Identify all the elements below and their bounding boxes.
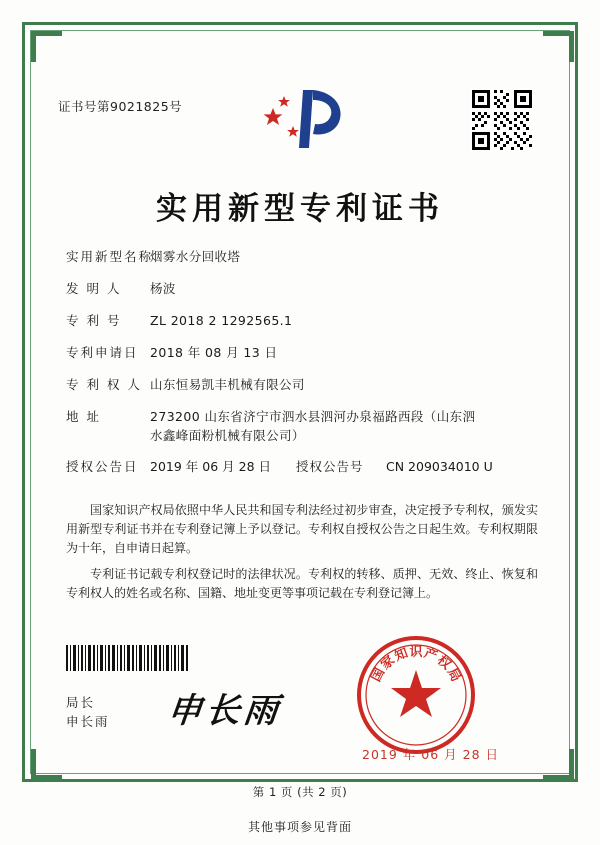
handwritten-signature: 申长雨: [165, 691, 284, 731]
field-row-grant-info: [66, 458, 536, 475]
footer-note: 其他事项参见背面: [247, 820, 352, 834]
label-utility-model-name: 实用新型名称: [66, 249, 154, 264]
certificate-number: 证书号第9021825号: [58, 99, 183, 114]
field-row-patent-number: [66, 312, 536, 329]
field-list: [66, 248, 536, 490]
page-title: 实用新型专利证书: [156, 191, 444, 227]
value-grant-date: 2019 年 06 月 28 日: [150, 459, 271, 474]
value-address-line1: 273200 山东省济宁市泗水县泗河办泉福路西段（山东泗: [150, 409, 476, 424]
field-row-address: [66, 408, 536, 425]
value-application-date: 2018 年 08 月 13 日: [150, 345, 278, 360]
label-grant-number: 授权公告号: [296, 459, 364, 474]
barcode-icon: [66, 645, 188, 671]
label-address: 地 址: [66, 409, 101, 424]
svg-text:国: 国: [368, 665, 389, 685]
value-grant-number: CN 209034010 U: [386, 459, 493, 474]
label-grant-date: 授权公告日: [66, 459, 139, 474]
svg-text:识: 识: [409, 645, 423, 660]
field-row-utility-model-name: [66, 248, 536, 265]
label-application-date: 专利申请日: [66, 345, 139, 360]
signatory-title-line1: 局长: [66, 695, 96, 710]
svg-text:知: 知: [392, 645, 411, 665]
value-address-line2: 水鑫峰面粉机械有限公司）: [150, 428, 305, 443]
legal-body-text: [66, 501, 538, 610]
signatory-title: [66, 693, 110, 731]
corner-ornament-bottom-left: [31, 749, 62, 780]
corner-ornament-bottom-right: [543, 749, 574, 780]
corner-ornament-top-left: [31, 31, 62, 62]
svg-text:产: 产: [421, 645, 440, 665]
value-inventor: 杨波: [150, 281, 176, 296]
seal-date: 2019 年 06 月 28 日: [362, 747, 499, 762]
label-patentee: 专 利 权 人: [66, 377, 142, 392]
value-patent-number: ZL 2018 2 1292565.1: [150, 313, 293, 328]
body-paragraph-2: 专利证书记载专利权登记时的法律状况。专利权的转移、质押、无效、终止、恢复和专利权人的姓名或名称、国籍、地址变更等事项记载在专利登记簿上。: [66, 567, 538, 600]
page-indicator: 第 1 页 (共 2 页): [252, 785, 348, 799]
qr-code-icon: [470, 88, 534, 152]
value-patentee: 山东恒易凯丰机械有限公司: [150, 377, 305, 392]
value-utility-model-name: 烟雾水分回收塔: [150, 249, 241, 264]
cnipa-logo-icon: [253, 82, 349, 154]
svg-text:局: 局: [443, 665, 464, 685]
field-row-patentee: [66, 376, 536, 393]
svg-text:权: 权: [434, 652, 454, 673]
signatory-title-line2: 申长雨: [66, 714, 110, 729]
official-red-seal-icon: [355, 634, 477, 756]
label-patent-number: 专 利 号: [66, 313, 122, 328]
svg-text:家: 家: [378, 652, 398, 673]
corner-ornament-top-right: [543, 31, 574, 62]
label-inventor: 发 明 人: [66, 281, 122, 296]
body-paragraph-1: 国家知识产权局依照中华人民共和国专利法经过初步审查，决定授予专利权，颁发实用新型专利证书并在专利登记簿上予以登记。专利权自授权公告之日起生效。专利权期限为十年，自申请日起算。: [66, 503, 538, 555]
field-row-inventor: [66, 280, 536, 297]
field-row-application-date: [66, 344, 536, 361]
